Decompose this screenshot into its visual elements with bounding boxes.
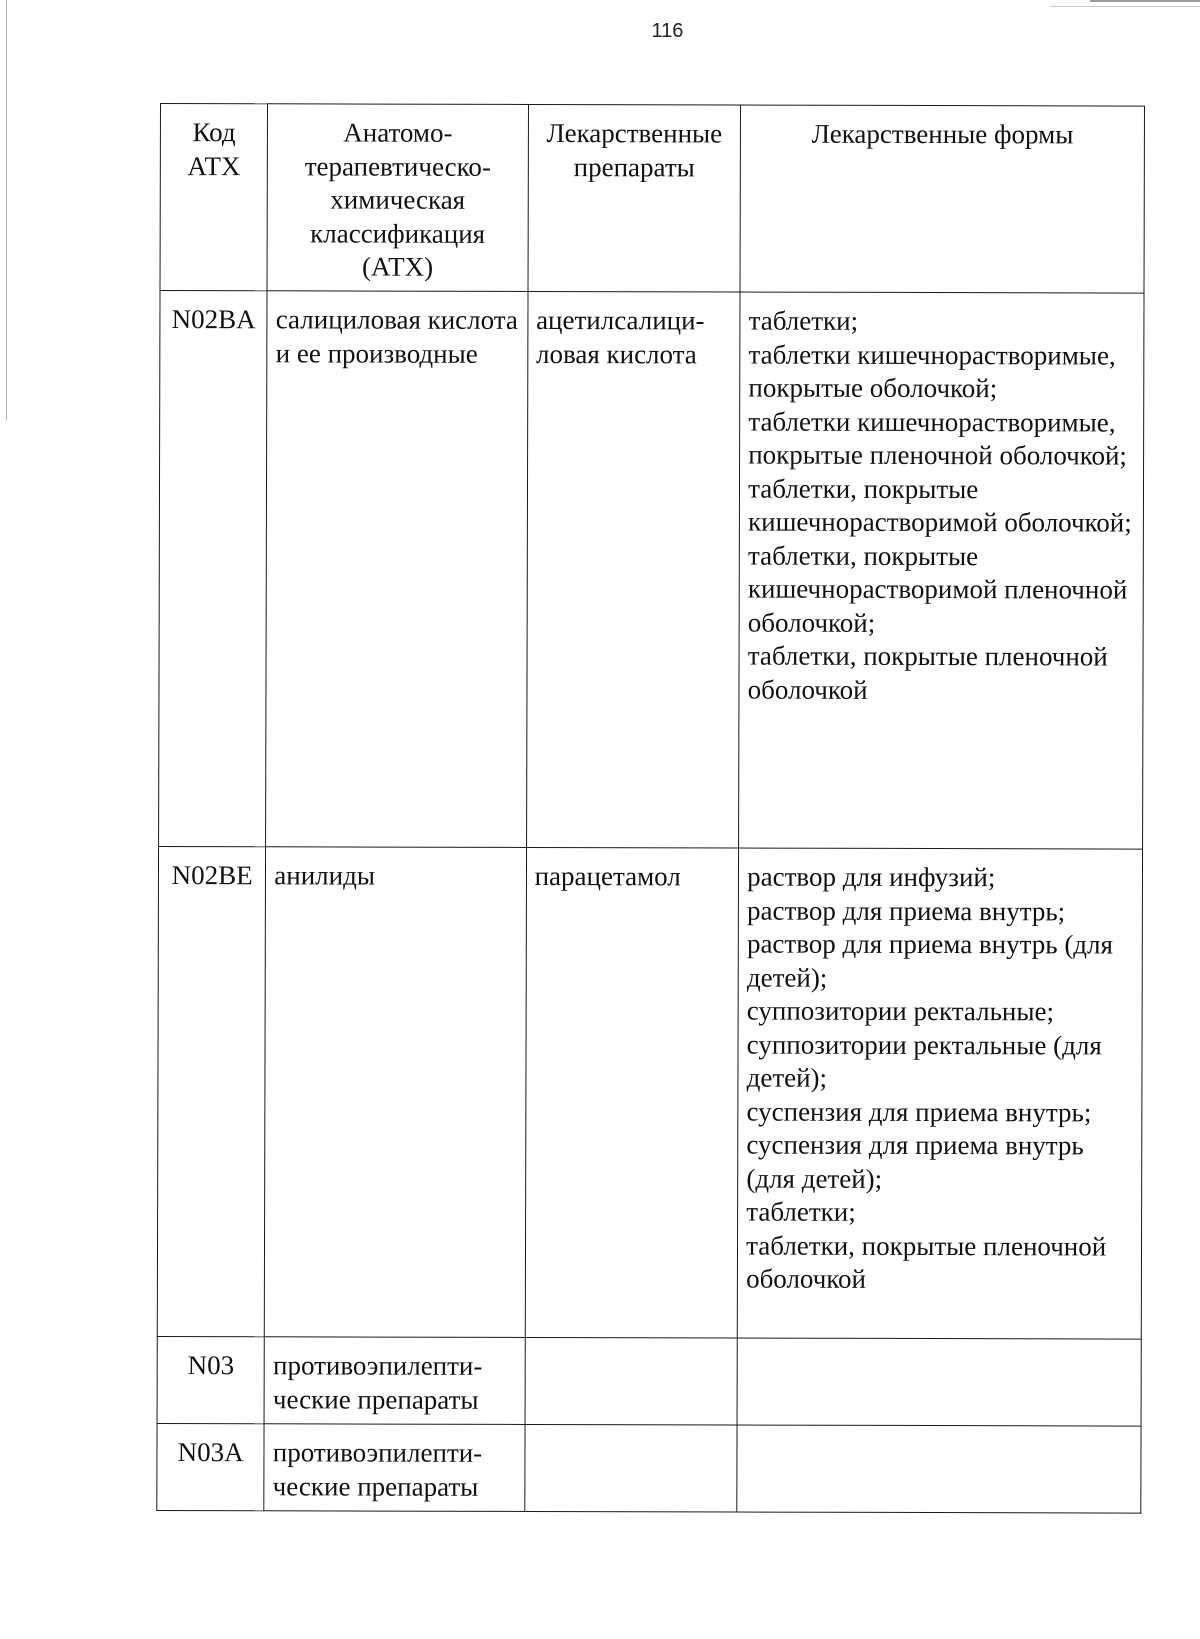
header-code-label: Код АТХ	[187, 117, 241, 181]
dosage-form: раствор для приема внутрь (для детей);	[746, 928, 1114, 993]
header-code	[160, 104, 268, 291]
dosage-form: суппозитории ректальные;	[746, 995, 1055, 1027]
table-row	[157, 1336, 1141, 1426]
row-classification-cell	[264, 1337, 525, 1425]
row-drug-cell	[524, 1424, 737, 1512]
row-forms-cell	[737, 1338, 1141, 1426]
dosage-form: таблетки, покрытые пленочной оболочкой	[746, 1230, 1107, 1294]
row-code-cell	[157, 846, 266, 1336]
row-code: N03A	[177, 1437, 244, 1468]
page-number: 116	[651, 20, 684, 42]
row-code: N02BE	[171, 860, 253, 891]
row-drug-cell	[525, 1337, 738, 1425]
row-forms-cell	[737, 848, 1142, 1339]
table-row	[157, 846, 1142, 1339]
dosage-form: таблетки кишечнорастворимые, покрытые пленочной оболочкой;	[748, 406, 1127, 471]
dosage-form: таблетки;	[748, 305, 859, 336]
dosage-form: таблетки кишечнорастворимые, покрытые оболочкой;	[748, 339, 1116, 404]
dosage-form: таблетки, покрытые кишечнорастворимой оболочкой;	[748, 473, 1132, 538]
dosage-form: суспензия для приема внутрь;	[746, 1096, 1092, 1127]
scan-edge-mark-secondary	[1050, 6, 1200, 7]
header-drugs	[528, 104, 741, 292]
dosage-form: суспензия для приема внутрь (для детей);	[746, 1129, 1084, 1194]
header-forms-label: Лекарственные формы	[811, 118, 1074, 150]
dosage-form: таблетки, покрытые пленочной оболочкой	[747, 640, 1108, 705]
row-classification: салициловая кислота и ее производные	[275, 304, 518, 369]
row-classification: анилиды	[274, 860, 376, 891]
row-code-cell	[159, 291, 268, 847]
dosage-form: таблетки, покрытые кишечнорастворимой пленочной оболочкой;	[747, 540, 1128, 638]
dosage-form: раствор для приема внутрь;	[747, 895, 1066, 926]
row-drug-cell	[525, 847, 739, 1338]
dosage-form: таблетки;	[746, 1196, 856, 1227]
row-classification-cell	[265, 847, 527, 1338]
scan-edge-mark	[1090, 0, 1200, 2]
dosage-form: суппозитории ректальные (для детей);	[746, 1029, 1102, 1093]
header-drugs-label: Лекарственные препараты	[546, 118, 723, 182]
table-header-row	[160, 104, 1144, 294]
atx-table	[156, 103, 1145, 1514]
row-forms-cell	[739, 292, 1144, 849]
table-row	[159, 291, 1144, 850]
row-classification: противоэпилепти-ческие препараты	[272, 1437, 483, 1502]
row-drug-cell	[526, 291, 740, 848]
header-classification-label: Анатомо-терапевтическо-химическая классификация (АТХ)	[304, 117, 491, 282]
table-row	[157, 1423, 1141, 1513]
dosage-form: раствор для инфузий;	[747, 861, 996, 893]
row-classification: противоэпилепти-ческие препараты	[272, 1350, 483, 1415]
row-code-cell	[157, 1423, 265, 1510]
row-drug: ацетилсалици-ловая кислота	[535, 304, 705, 369]
header-forms	[740, 105, 1144, 293]
row-code: N02BA	[171, 304, 256, 335]
row-forms-cell	[737, 1425, 1141, 1513]
row-classification-cell	[266, 291, 528, 848]
row-drug: парацетамол	[534, 860, 681, 892]
scan-margin-line	[6, 0, 7, 420]
header-classification	[267, 104, 528, 292]
row-code-cell	[157, 1336, 265, 1423]
row-code: N03	[187, 1350, 235, 1381]
row-classification-cell	[264, 1424, 525, 1512]
